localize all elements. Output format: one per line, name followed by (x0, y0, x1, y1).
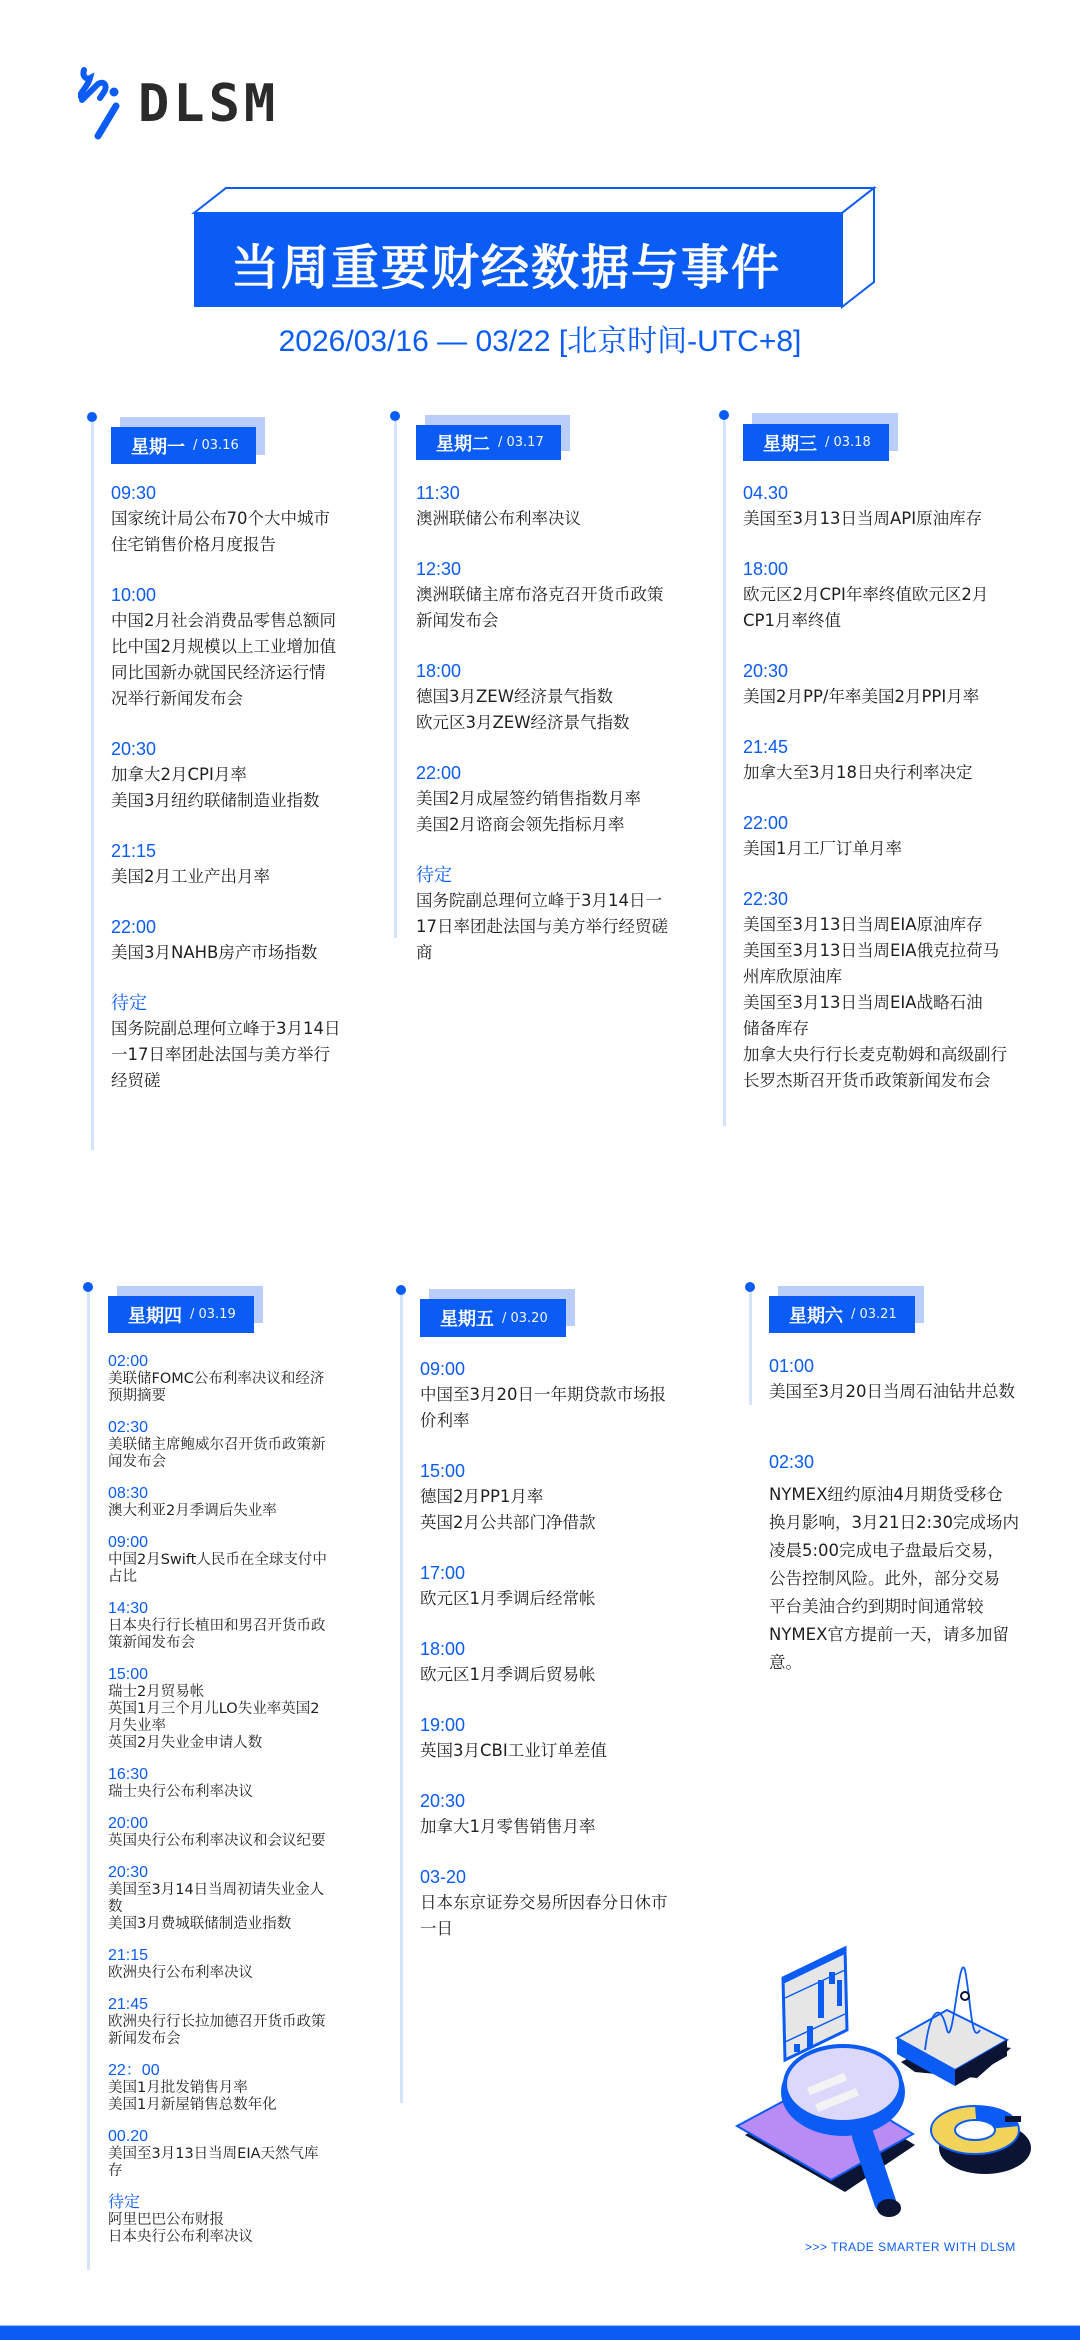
timeline-dot (719, 410, 729, 420)
dlsm-logo (78, 66, 298, 142)
donut-chart-icon (931, 2106, 1031, 2174)
event-list-thursday (108, 1353, 368, 2260)
event-item: 21:15 美国2月工业产出月率 (111, 841, 270, 886)
timeline-line (749, 1290, 752, 1405)
candlestick-chart-icon (783, 1948, 847, 2060)
day-header-tuesday: 星期二 / 03.17 (416, 425, 561, 460)
event-item: 19:00 英国3月CBI工业订单差值 (420, 1715, 607, 1760)
event-item: 21:45 欧洲央行行长拉加德召开货币政策 新闻发布会 (108, 1996, 326, 2047)
day-header-friday: 星期五 / 03.20 (420, 1299, 566, 1337)
timeline-line (87, 1290, 90, 2270)
event-item: 20:30 美国2月PP/年率美国2月PPI月率 (743, 661, 980, 706)
event-item: 22：00 美国1月批发销售月率 美国1月新屋销售总数年化 (108, 2062, 277, 2113)
event-item: 17:00 欧元区1月季调后经常帐 (420, 1563, 596, 1608)
event-item: 待定 阿里巴巴公布财报 日本央行公布利率决议 (108, 2194, 253, 2245)
event-item: 20:30 美国至3月14日当周初请失业金人 数 美国3月费城联储制造业指数 (108, 1864, 325, 1932)
event-item: 15:00 瑞士2月贸易帐 英国1月三个月儿LO失业率英国2 月失业率 英国2月失业金申请人数 (108, 1666, 320, 1751)
event-item: 15:00 德国2月PP1月率 英国2月公共部门净借款 (420, 1461, 596, 1532)
event-item: 22:00 美国2月成屋签约销售指数月率 美国2月谘商会领先指标月率 (416, 763, 641, 834)
event-item: 04.30 美国至3月13日当周API原油库存 (743, 483, 983, 528)
day-header-saturday: 星期六 / 03.21 (769, 1296, 915, 1333)
event-item: 09:30 国家统计局公布70个大中城市 住宅销售价格月度报告 (111, 483, 330, 554)
event-item: 22:00 美国1月工厂订单月率 (743, 813, 902, 858)
event-item: 01:00 美国至3月20日当周石油钻井总数 (769, 1356, 1015, 1401)
event-item: 待定 国务院副总理何立峰于3月14日 一17日率团赴法国与美方举行 经贸磋 (111, 993, 341, 1090)
event-item: 16:30 瑞士央行公布利率决议 (108, 1766, 253, 1800)
event-list-saturday (769, 1353, 1049, 1701)
date-range: 2026/03/16 — 03/22 [北京时间-UTC+8] (278, 325, 802, 358)
event-item: 02:30 NYMEX纽约原油4月期货受移仓 换月影响，3月21日2:30完成场内 凌晨5:00完成电子盘最后交易， 公告控制风险。此外，部分交易 平台美油合约到期时间通常较 NYMEX官方提前一天，请多加留 意。 (769, 1452, 1020, 1672)
event-item: 18:00 欧元区2月CPI年率终值欧元区2月 CP1月率终值 (743, 559, 989, 630)
event-item: 20:30 加拿大2月CPI月率 美国3月纽约联储制造业指数 (111, 739, 320, 810)
event-item: 08:30 澳大利亚2月季调后失业率 (108, 1485, 277, 1519)
day-header-thursday: 星期四 / 03.19 (108, 1296, 254, 1333)
timeline-line (91, 418, 94, 1150)
event-list-tuesday (416, 480, 696, 990)
page-title: 当周重要财经数据与事件 (230, 239, 781, 296)
event-item: 00.20 美国至3月13日当周EIA天然气库 存 (108, 2128, 319, 2179)
timeline-dot (87, 412, 97, 422)
event-item: 03-20 日本东京证券交易所因春分日休市 一日 (420, 1867, 668, 1938)
event-item: 22:30 美国至3月13日当周EIA原油库存 美国至3月13日当周EIA俄克拉荷马 州库欣原油库 美国至3月13日当周EIA战略石油 储备库存 加拿大央行行长麦克勒姆和高级副行 长罗杰斯召开货币政策新闻发布会 (743, 889, 1007, 1090)
event-list-monday (111, 480, 371, 1118)
event-item: 20:00 英国央行公布利率决议和会议纪要 (108, 1815, 326, 1849)
event-item: 22:00 美国3月NAHB房产市场指数 (111, 917, 318, 962)
event-item: 14:30 日本央行行长植田和男召开货币政 策新闻发布会 (108, 1600, 326, 1651)
event-item: 21:45 加拿大至3月18日央行利率决定 (743, 737, 973, 782)
event-item: 09:00 中国2月Swift人民币在全球支付中 占比 (108, 1534, 327, 1585)
timeline-line (394, 418, 397, 938)
footer-bar (0, 2325, 1080, 2340)
event-item: 10:00 中国2月社会消费品零售总额同 比中国2月规模以上工业增加值 同比国新办就国民经济运行情 况举行新闻发布会 (111, 585, 336, 708)
event-item: 09:00 中国至3月20日一年期贷款市场报 价利率 (420, 1359, 666, 1430)
timeline-dot (83, 1282, 93, 1292)
analytics-illustration (715, 1930, 1045, 2230)
timeline-dot (745, 1282, 755, 1292)
event-item: 18:00 德国3月ZEW经济景气指数 欧元区3月ZEW经济景气指数 (416, 661, 630, 732)
event-item: 02:00 美联储FOMC公布利率决议和经济 预期摘要 (108, 1353, 325, 1404)
event-item: 12:30 澳洲联储主席布洛克召开货币政策 新闻发布会 (416, 559, 664, 630)
title-banner (190, 185, 880, 320)
logo-wordmark: DLSM (138, 74, 280, 134)
timeline-line (723, 418, 726, 1126)
day-header-monday: 星期一 / 03.16 (111, 427, 256, 464)
event-item: 02:30 美联储主席鲍威尔召开货币政策新 闻发布会 (108, 1419, 326, 1470)
timeline-line (400, 1293, 403, 2103)
event-item: 20:30 加拿大1月零售销售月率 (420, 1791, 596, 1836)
event-item: 18:00 欧元区1月季调后贸易帐 (420, 1639, 596, 1684)
wave-chart-icon (897, 1967, 1011, 2086)
event-item: 11:30 澳洲联储公布利率决议 (416, 483, 581, 528)
event-item: 待定 国务院副总理何立峰于3月14日一 17日率团赴法国与美方举行经贸磋 商 (416, 865, 668, 962)
timeline-dot (396, 1285, 406, 1295)
magnifier-icon (737, 2046, 915, 2217)
event-list-wednesday (743, 480, 1043, 1118)
event-item: 21:15 欧洲央行公布利率决议 (108, 1947, 253, 1981)
dlsm-mark-icon (78, 66, 138, 142)
timeline-dot (390, 411, 400, 421)
day-header-wednesday: 星期三 / 03.18 (743, 424, 889, 461)
event-list-friday (420, 1356, 710, 1966)
slogan-text: >>> TRADE SMARTER WITH DLSM (805, 2240, 1016, 2254)
